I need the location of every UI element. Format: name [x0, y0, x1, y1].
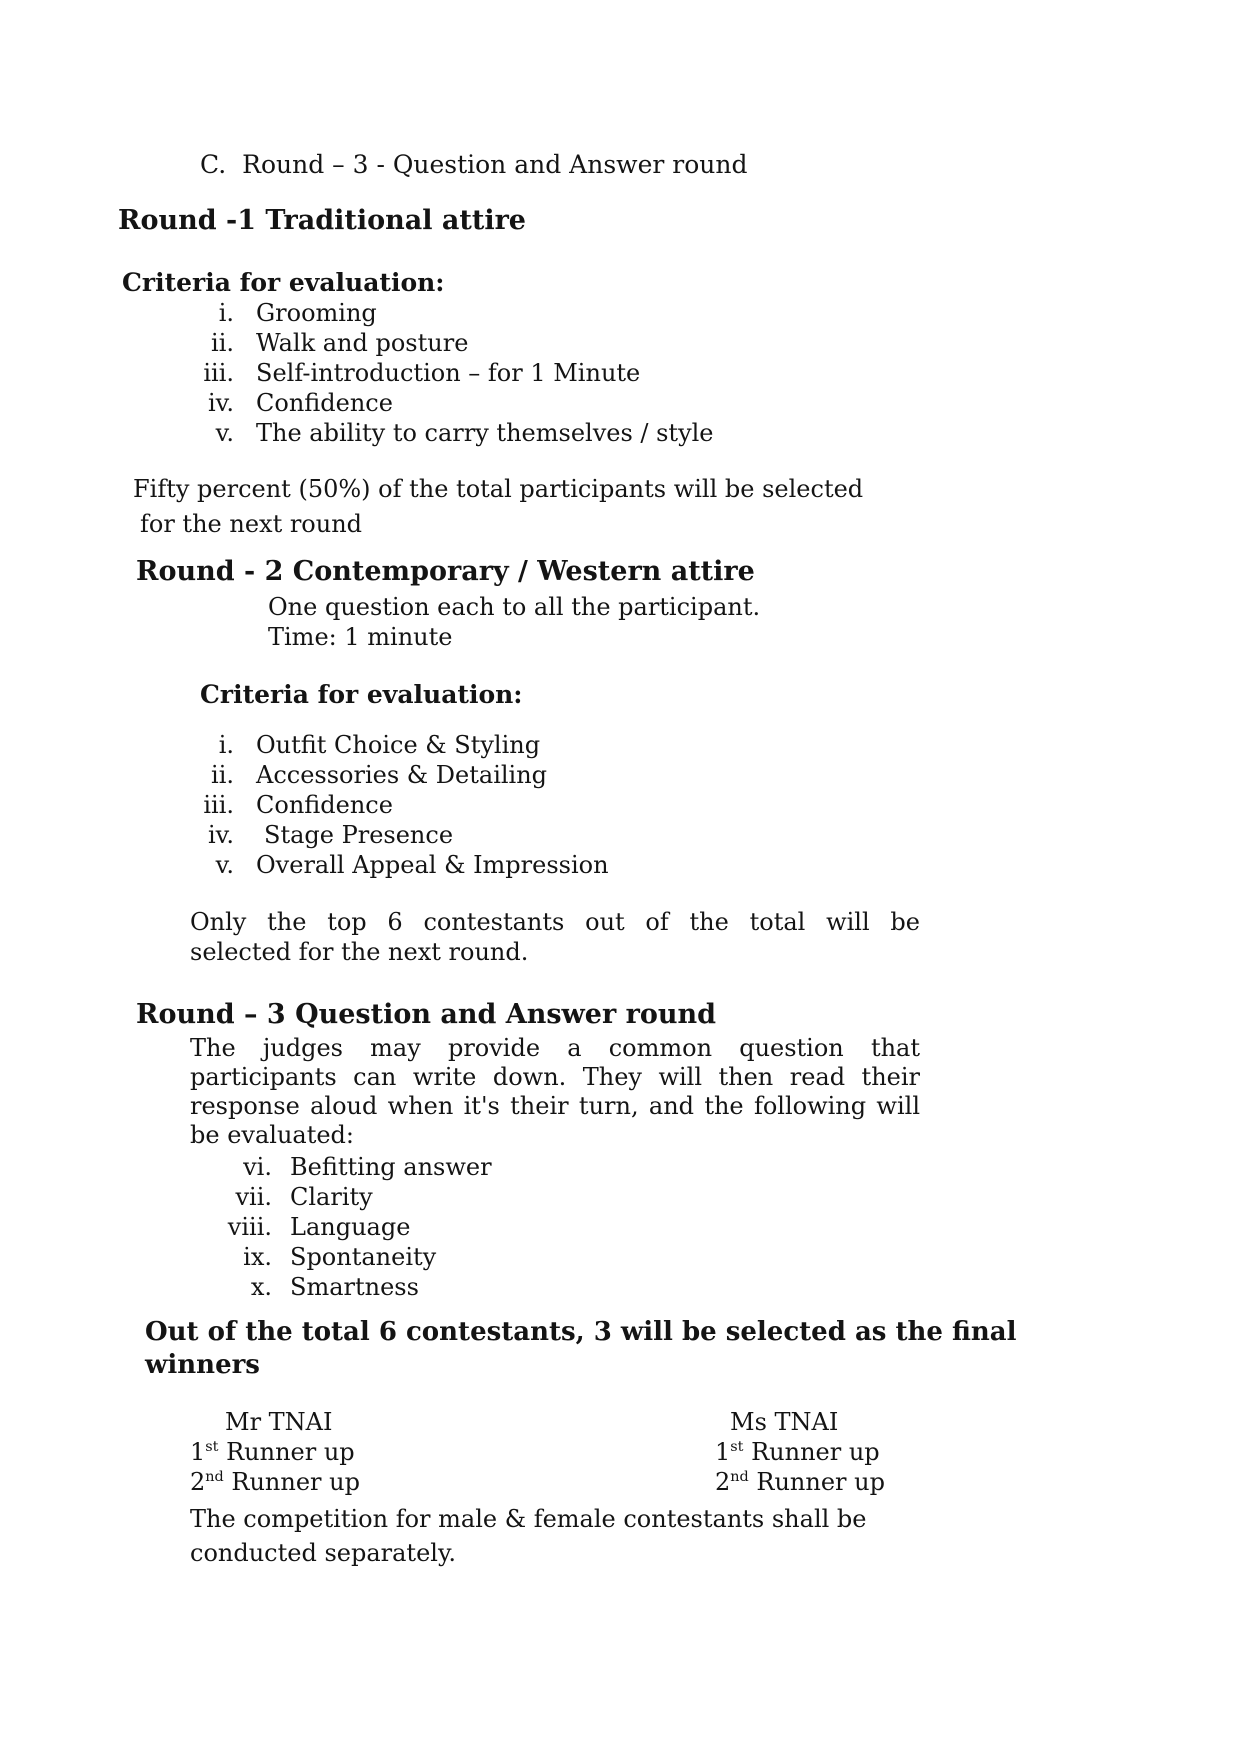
- list-item: [186, 328, 714, 358]
- ms-tnai-column: [715, 1407, 1045, 1497]
- place-text: Runner up: [218, 1438, 355, 1466]
- list-item-marker: viii.: [227, 1213, 272, 1241]
- list-item: [186, 760, 609, 790]
- list-item-marker: i.: [218, 731, 234, 759]
- list-item: [200, 1212, 492, 1242]
- round3-criteria-list: [200, 1152, 492, 1302]
- list-item-marker: ix.: [243, 1243, 272, 1271]
- list-item-text: Clarity: [290, 1183, 373, 1211]
- list-item-marker: v.: [215, 419, 234, 447]
- round3-paragraph: [190, 1034, 920, 1150]
- round1-note-line2: for the next round: [140, 510, 363, 538]
- list-item: [200, 1242, 492, 1272]
- place-number: 1: [190, 1438, 206, 1466]
- round2-sub-line1: One question each to all the participant.: [268, 593, 761, 621]
- closing-line2: conducted separately.: [190, 1539, 456, 1567]
- round3-para-line2: participants can write down. They will then read their: [190, 1063, 920, 1091]
- round3-heading: Round – 3 Question and Answer round: [136, 999, 716, 1030]
- list-item-text: Outfit Choice & Styling: [256, 731, 541, 759]
- round2-heading: Round - 2 Contemporary / Western attire: [136, 556, 755, 587]
- round1-note-line1: Fifty percent (50%) of the total participants will be selected: [133, 475, 864, 503]
- round1-heading: Round -1 Traditional attire: [118, 205, 526, 236]
- mr-second-runner-up: [190, 1467, 520, 1497]
- list-item-text: Language: [290, 1213, 411, 1241]
- place-number: 2: [190, 1468, 206, 1496]
- list-item-text: Grooming: [256, 299, 377, 327]
- list-item-text: Confidence: [256, 389, 393, 417]
- round3-para-line3: response aloud when it's their turn, and the following will: [190, 1092, 920, 1120]
- list-item-marker: iii.: [203, 791, 234, 819]
- list-item: [186, 418, 714, 448]
- list-item: [186, 358, 714, 388]
- list-item-marker: i.: [218, 299, 234, 327]
- list-item-marker: iv.: [207, 389, 234, 417]
- list-item-text: Spontaneity: [290, 1243, 437, 1271]
- list-item: [186, 790, 609, 820]
- ordinal-suffix: st: [730, 1439, 744, 1455]
- round2-sub-line2: Time: 1 minute: [268, 623, 453, 651]
- round1-criteria-label: Criteria for evaluation:: [122, 268, 445, 297]
- list-item-marker: v.: [215, 851, 234, 879]
- finale-heading-line2: winners: [145, 1350, 260, 1380]
- list-item: [200, 1182, 492, 1212]
- round1-note: [133, 472, 863, 542]
- ms-second-runner-up: [715, 1467, 1045, 1497]
- list-item: [200, 1272, 492, 1302]
- list-item-text: Smartness: [290, 1273, 419, 1301]
- round3-para-line1: The judges may provide a common question that: [190, 1034, 920, 1062]
- place-text: Runner up: [223, 1468, 360, 1496]
- list-item: [186, 388, 714, 418]
- place-number: 2: [715, 1468, 731, 1496]
- list-item: [186, 850, 609, 880]
- intro-line: [200, 150, 747, 180]
- round2-criteria-label: Criteria for evaluation:: [200, 680, 523, 709]
- list-item-marker: ii.: [211, 329, 234, 357]
- list-item-text: Accessories & Detailing: [256, 761, 548, 789]
- list-item-text: Self-introduction – for 1 Minute: [256, 359, 641, 387]
- list-item-marker: vii.: [235, 1183, 272, 1211]
- list-item-text: Overall Appeal & Impression: [256, 851, 609, 879]
- closing-line1: The competition for male & female contestants shall be: [190, 1505, 867, 1533]
- list-item: [186, 298, 714, 328]
- ordinal-suffix: nd: [205, 1469, 224, 1485]
- list-item: [186, 730, 609, 760]
- intro-text: Round – 3 - Question and Answer round: [242, 150, 748, 179]
- round2-criteria-list: [186, 730, 609, 880]
- list-item-marker: iii.: [203, 359, 234, 387]
- round1-criteria-list: [186, 298, 714, 448]
- list-item-marker: vi.: [243, 1153, 272, 1181]
- list-item-text: Stage Presence: [264, 821, 454, 849]
- mr-first-runner-up: [190, 1437, 520, 1467]
- finale-heading-line1: Out of the total 6 contestants, 3 will be selected as the final: [145, 1317, 1017, 1347]
- round2-note-line1: Only the top 6 contestants out of the total will be: [190, 908, 920, 936]
- round3-para-line4: be evaluated:: [190, 1121, 355, 1149]
- ordinal-suffix: nd: [730, 1469, 749, 1485]
- list-item-text: Befitting answer: [290, 1153, 492, 1181]
- ms-first-runner-up: [715, 1437, 1045, 1467]
- mr-tnai-column: [190, 1407, 520, 1497]
- list-item-marker: x.: [250, 1273, 272, 1301]
- list-item: [186, 820, 609, 850]
- place-number: 1: [715, 1438, 731, 1466]
- ms-tnai-title: Ms TNAI: [730, 1408, 839, 1436]
- intro-marker: C.: [200, 150, 227, 179]
- round2-note-line2: selected for the next round.: [190, 938, 529, 966]
- closing-paragraph: [190, 1502, 867, 1570]
- round2-note: [190, 907, 920, 967]
- place-text: Runner up: [743, 1438, 880, 1466]
- ordinal-suffix: st: [205, 1439, 219, 1455]
- list-item-text: Walk and posture: [256, 329, 469, 357]
- place-text: Runner up: [748, 1468, 885, 1496]
- round2-subtext: [268, 592, 760, 652]
- list-item-marker: ii.: [211, 761, 234, 789]
- finale-heading: [145, 1316, 1045, 1382]
- list-item-text: The ability to carry themselves / style: [256, 419, 714, 447]
- list-item-text: Confidence: [256, 791, 393, 819]
- list-item-marker: iv.: [207, 821, 234, 849]
- mr-tnai-title: Mr TNAI: [225, 1408, 333, 1436]
- list-item: [200, 1152, 492, 1182]
